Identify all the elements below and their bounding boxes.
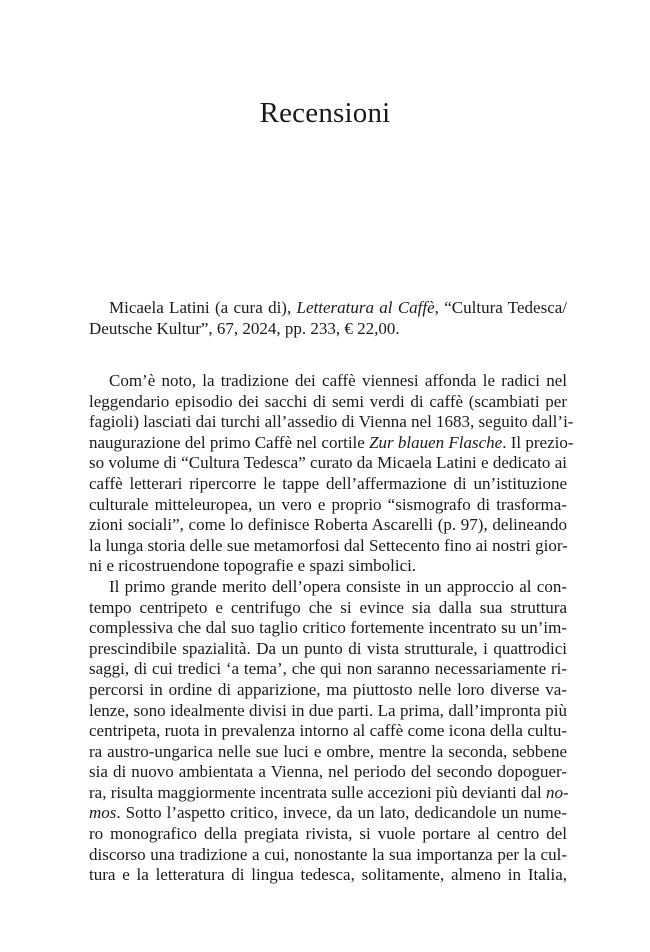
italic-text-run: Letteratura al Caffè — [296, 298, 435, 317]
text-run: . Sotto l’aspetto critico, invece, da un lato, dedicandole un nume- — [116, 803, 567, 823]
italic-text-run: mos — [89, 803, 117, 823]
text-line — [89, 701, 567, 722]
text-line — [89, 783, 567, 804]
text-run: complessiva che dal suo taglio critico fortemente incentrato su un’im- — [89, 618, 567, 638]
text-run: caffè letterari ripercorre le tappe dell’affermazione di un’istituzione — [89, 473, 567, 493]
text-run: , “Cultura Tedesca/ — [434, 298, 568, 317]
text-run: Deutsche Kultur”, 67, 2024, pp. 233, € 22,00. — [89, 318, 400, 338]
text-line — [89, 659, 567, 680]
text-run: prescindibile spazialità. Da un punto di vista strutturale, i quattrodici — [89, 638, 567, 658]
text-line — [89, 742, 567, 763]
italic-text-run: no- — [545, 782, 569, 802]
text-run: . Il prezio- — [502, 432, 574, 452]
text-run: tura e la letteratura di lingua tedesca, solitamente, almeno in Italia, — [89, 865, 567, 885]
text-run: zioni sociali”, come lo definisce Roberta Ascarelli (p. 97), delineando — [89, 515, 567, 535]
text-line — [89, 865, 567, 886]
text-run: centripeta, ruota in prevalenza intorno al caffè come icona della cultu- — [89, 721, 567, 741]
text-line — [89, 453, 567, 474]
text-run: culturale mitteleuropea, un vero e proprio “sismografo di trasforma- — [89, 494, 567, 514]
text-run: ra austro-ungarica nelle sue luci e ombre, mentre la seconda, sebbene — [89, 741, 567, 761]
text-run: Com’è noto, la tradizione dei caffè viennesi affonda le radici nel — [109, 371, 567, 390]
text-run: fagioli) lasciati dai turchi all’assedio di Vienna nel 1683, seguito dall’i- — [89, 412, 574, 432]
text-run: naugurazione del primo Caffè nel cortile — [89, 432, 370, 452]
text-line — [89, 412, 574, 433]
text-line — [89, 824, 567, 845]
text-line — [89, 598, 567, 619]
text-run: discorso una tradizione a cui, nonostante la sua importanza per la cul- — [89, 844, 567, 864]
text-line — [89, 392, 567, 413]
text-run: so volume di “Cultura Tedesca” curato da Micaela Latini e dedicato ai — [89, 453, 567, 473]
text-line — [89, 577, 567, 598]
text-line — [89, 845, 567, 866]
text-run: ro monografico della pregiata rivista, si vuole portare al centro del — [89, 824, 567, 844]
text-line — [89, 639, 567, 660]
text-line — [89, 762, 567, 783]
text-line — [89, 298, 567, 319]
italic-text-run: Zur blauen Flasche — [369, 432, 503, 452]
text-run: Micaela Latini (a cura di), — [109, 298, 297, 317]
review-body-text — [89, 371, 574, 886]
text-run: Il primo grande merito dell’opera consiste in un approccio al con- — [109, 576, 567, 596]
text-run: saggi, di cui tredici ‘a tema’, che qui non saranno necessariamente ri- — [89, 659, 567, 679]
text-line — [89, 515, 567, 536]
text-line — [89, 371, 567, 392]
text-line — [89, 618, 567, 639]
text-line — [89, 495, 567, 516]
text-run: ra, risulta maggiormente incentrata sulle accezioni più devianti dal — [89, 782, 546, 802]
text-run: percorsi in ordine di apparizione, ma piuttosto nelle loro diverse va- — [89, 679, 567, 699]
text-run: sia di nuovo ambientata a Vienna, nel periodo del secondo dopoguer- — [89, 762, 567, 782]
text-line — [89, 474, 567, 495]
text-run: leggendario episodio dei sacchi di semi verdi di caffè (scambiati per — [89, 391, 567, 411]
text-run: ni e ricostruendone topografie e spazi simbolici. — [89, 556, 417, 576]
text-line — [89, 803, 567, 824]
text-line — [89, 319, 567, 340]
text-line — [89, 556, 567, 577]
text-line — [89, 432, 574, 454]
section-title: Recensioni — [259, 97, 391, 129]
text-line — [89, 536, 567, 557]
text-run: tempo centripeto e centrifugo che si evince sia dalla sua struttura — [89, 597, 567, 617]
bibliographic-entry — [89, 298, 567, 339]
text-line — [89, 680, 567, 701]
text-line — [89, 721, 567, 742]
text-run: la lunga storia delle sue metamorfosi dal Settecento fino ai nostri gior- — [89, 535, 568, 555]
text-run: lenze, sono idealmente divisi in due parti. La prima, dall’impronta più — [89, 700, 567, 720]
